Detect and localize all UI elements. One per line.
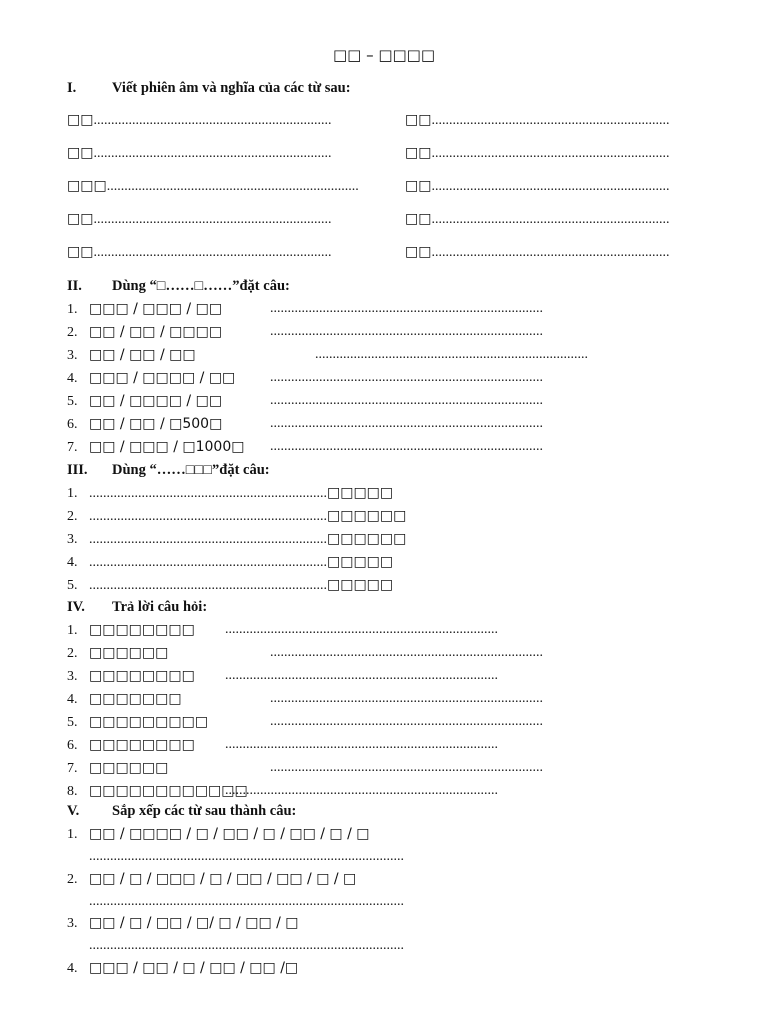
completion-item: [67, 485, 393, 502]
vocab-left-item: [67, 211, 331, 228]
word-order-item: [67, 915, 299, 932]
answer-blank[interactable]: ....................................................................: [93, 113, 332, 128]
vocab-right-item: [405, 211, 669, 228]
section-2-heading: [67, 278, 290, 295]
word-order-item: [67, 871, 356, 888]
item-number: 6.: [67, 738, 78, 753]
sentence-item: [67, 416, 222, 433]
answer-blank[interactable]: ....................................................................: [89, 555, 327, 570]
sentence-item: [67, 393, 222, 410]
answer-blank[interactable]: ..............................................................................: [270, 370, 543, 385]
sentence-item: [67, 301, 222, 318]
section-4-heading: [67, 599, 207, 616]
section-5-heading: [67, 803, 296, 820]
item-number: 1.: [67, 827, 78, 842]
item-number: 6.: [67, 417, 78, 432]
vocab-word: □□: [405, 145, 432, 161]
section-3-title: Dùng “……□□□”đặt câu:: [112, 462, 270, 478]
question-text: □□□□□□□□: [89, 737, 195, 753]
sentence-item: [67, 324, 222, 341]
vocab-word: □□: [67, 145, 94, 161]
answer-blank[interactable]: ..............................................................................: [225, 622, 498, 637]
item-tail: □□□□□: [327, 485, 394, 501]
question-text: □□□□□□□□□: [89, 714, 209, 730]
answer-blank[interactable]: ....................................................................: [89, 578, 327, 593]
completion-item: [67, 577, 393, 594]
question-item: [67, 668, 195, 685]
item-number: 4.: [67, 371, 78, 386]
vocab-word: □□: [405, 244, 432, 260]
vocab-word: □□: [67, 244, 94, 260]
sentence-item: [67, 439, 244, 456]
completion-item: [67, 508, 406, 525]
item-tail: □□□□□□: [327, 508, 407, 524]
question-item: [67, 691, 182, 708]
vocab-left-item: [67, 112, 331, 129]
section-5-title: Sắp xếp các từ sau thành câu:: [112, 803, 297, 819]
item-number: 3.: [67, 669, 78, 684]
answer-blank[interactable]: ..............................................................................: [225, 668, 498, 683]
section-3-heading: [67, 462, 270, 479]
item-number: 8.: [67, 784, 78, 799]
item-tail: □□□□□□: [327, 531, 407, 547]
item-number: 3.: [67, 916, 78, 931]
answer-blank[interactable]: ..............................................................................: [225, 737, 498, 752]
answer-blank[interactable]: ..............................................................................: [315, 347, 588, 362]
item-number: 2.: [67, 872, 78, 887]
item-number: 5.: [67, 578, 78, 593]
item-number: 3.: [67, 532, 78, 547]
answer-blank[interactable]: ..........................................................................................: [89, 894, 404, 909]
completion-item: [67, 531, 406, 548]
section-5-number: V.: [67, 803, 80, 819]
item-prompt: □□□ / □□□□ / □□: [89, 370, 236, 386]
question-text: □□□□□□□□: [89, 668, 195, 684]
vocab-left-item: [67, 178, 359, 195]
vocab-word: □□□: [67, 178, 107, 194]
word-tokens: □□ / □□□□ / □ / □□ / □ / □□ / □ / □: [89, 826, 370, 842]
answer-blank[interactable]: ..............................................................................: [270, 324, 543, 339]
answer-blank[interactable]: ....................................................................: [431, 212, 670, 227]
vocab-left-item: [67, 244, 331, 261]
word-tokens: □□□ / □□ / □ / □□ / □□ /□: [89, 960, 299, 976]
word-tokens: □□ / □ / □□□ / □ / □□ / □□ / □ / □: [89, 871, 357, 887]
item-number: 7.: [67, 761, 78, 776]
item-prompt: □□ / □□ / □□: [89, 347, 196, 363]
section-3-number: III.: [67, 462, 88, 478]
item-prompt: □□ / □□ / □□□□: [89, 324, 223, 340]
item-number: 2.: [67, 646, 78, 661]
question-item: [67, 737, 195, 754]
answer-blank[interactable]: ....................................................................: [89, 509, 327, 524]
section-1-title: Viết phiên âm và nghĩa của các từ sau:: [112, 80, 351, 96]
answer-blank[interactable]: ..............................................................................: [270, 393, 543, 408]
answer-blank[interactable]: ..............................................................................: [270, 645, 543, 660]
item-number: 4.: [67, 692, 78, 707]
answer-blank[interactable]: ..............................................................................: [225, 783, 498, 798]
item-number: 4.: [67, 961, 78, 976]
question-text: □□□□□□□□□□□□: [89, 783, 248, 799]
answer-blank[interactable]: ........................................................................: [106, 179, 359, 194]
vocab-right-item: [405, 112, 669, 129]
question-item: [67, 714, 208, 731]
item-number: 5.: [67, 394, 78, 409]
section-2-title: Dùng “□……□……”đặt câu:: [112, 278, 290, 294]
section-4-title: Trả lời câu hỏi:: [112, 599, 208, 615]
answer-blank[interactable]: ..............................................................................: [270, 714, 543, 729]
answer-blank[interactable]: ..............................................................................: [270, 439, 543, 454]
vocab-right-item: [405, 178, 669, 195]
item-number: 1.: [67, 486, 78, 501]
vocab-word: □□: [405, 178, 432, 194]
item-number: 4.: [67, 555, 78, 570]
answer-blank[interactable]: ....................................................................: [431, 146, 670, 161]
answer-blank[interactable]: ..............................................................................: [270, 691, 543, 706]
vocab-right-item: [405, 244, 669, 261]
answer-blank[interactable]: ....................................................................: [431, 113, 670, 128]
question-text: □□□□□□□: [89, 691, 182, 707]
item-number: 3.: [67, 348, 78, 363]
answer-blank[interactable]: ....................................................................: [89, 532, 327, 547]
item-number: 2.: [67, 509, 78, 524]
vocab-word: □□: [405, 112, 432, 128]
answer-blank[interactable]: ....................................................................: [431, 245, 670, 260]
answer-blank[interactable]: ..............................................................................: [270, 416, 543, 431]
answer-blank[interactable]: ....................................................................: [93, 146, 332, 161]
item-prompt: □□ / □□□□ / □□: [89, 393, 223, 409]
item-number: 1.: [67, 302, 78, 317]
answer-blank[interactable]: ....................................................................: [93, 212, 332, 227]
question-text: □□□□□□: [89, 760, 169, 776]
answer-blank[interactable]: ..........................................................................................: [89, 938, 404, 953]
section-4-number: IV.: [67, 599, 85, 615]
question-item: [67, 760, 168, 777]
answer-blank[interactable]: ..............................................................................: [270, 760, 543, 775]
word-order-item: [67, 960, 298, 977]
item-prompt: □□ / □□□ / □1000□: [89, 439, 245, 455]
page-title: □□ – □□□□: [332, 46, 436, 64]
section-1-number: I.: [67, 80, 77, 96]
question-item: [67, 622, 195, 639]
sentence-item: [67, 370, 235, 387]
item-number: 1.: [67, 623, 78, 638]
question-item: [67, 783, 248, 800]
item-tail: □□□□□: [327, 554, 394, 570]
vocab-left-item: [67, 145, 331, 162]
item-prompt: □□ / □□ / □500□: [89, 416, 223, 432]
question-text: □□□□□□□□: [89, 622, 195, 638]
vocab-word: □□: [67, 112, 94, 128]
question-item: [67, 645, 168, 662]
vocab-right-item: [405, 145, 669, 162]
vocab-word: □□: [67, 211, 94, 227]
answer-blank[interactable]: ....................................................................: [93, 245, 332, 260]
question-text: □□□□□□: [89, 645, 169, 661]
item-number: 5.: [67, 715, 78, 730]
item-prompt: □□□ / □□□ / □□: [89, 301, 223, 317]
item-number: 2.: [67, 325, 78, 340]
answer-blank[interactable]: ....................................................................: [89, 486, 327, 501]
item-number: 7.: [67, 440, 78, 455]
answer-blank[interactable]: ..............................................................................: [270, 301, 543, 316]
word-tokens: □□ / □ / □□ / □/ □ / □□ / □: [89, 915, 299, 931]
completion-item: [67, 554, 393, 571]
sentence-item: [67, 347, 196, 364]
section-2-number: II.: [67, 278, 82, 294]
section-1-heading: [67, 80, 351, 97]
answer-blank[interactable]: ....................................................................: [431, 179, 670, 194]
item-tail: □□□□□: [327, 577, 394, 593]
answer-blank[interactable]: ..........................................................................................: [89, 849, 404, 864]
vocab-word: □□: [405, 211, 432, 227]
word-order-item: [67, 826, 370, 843]
